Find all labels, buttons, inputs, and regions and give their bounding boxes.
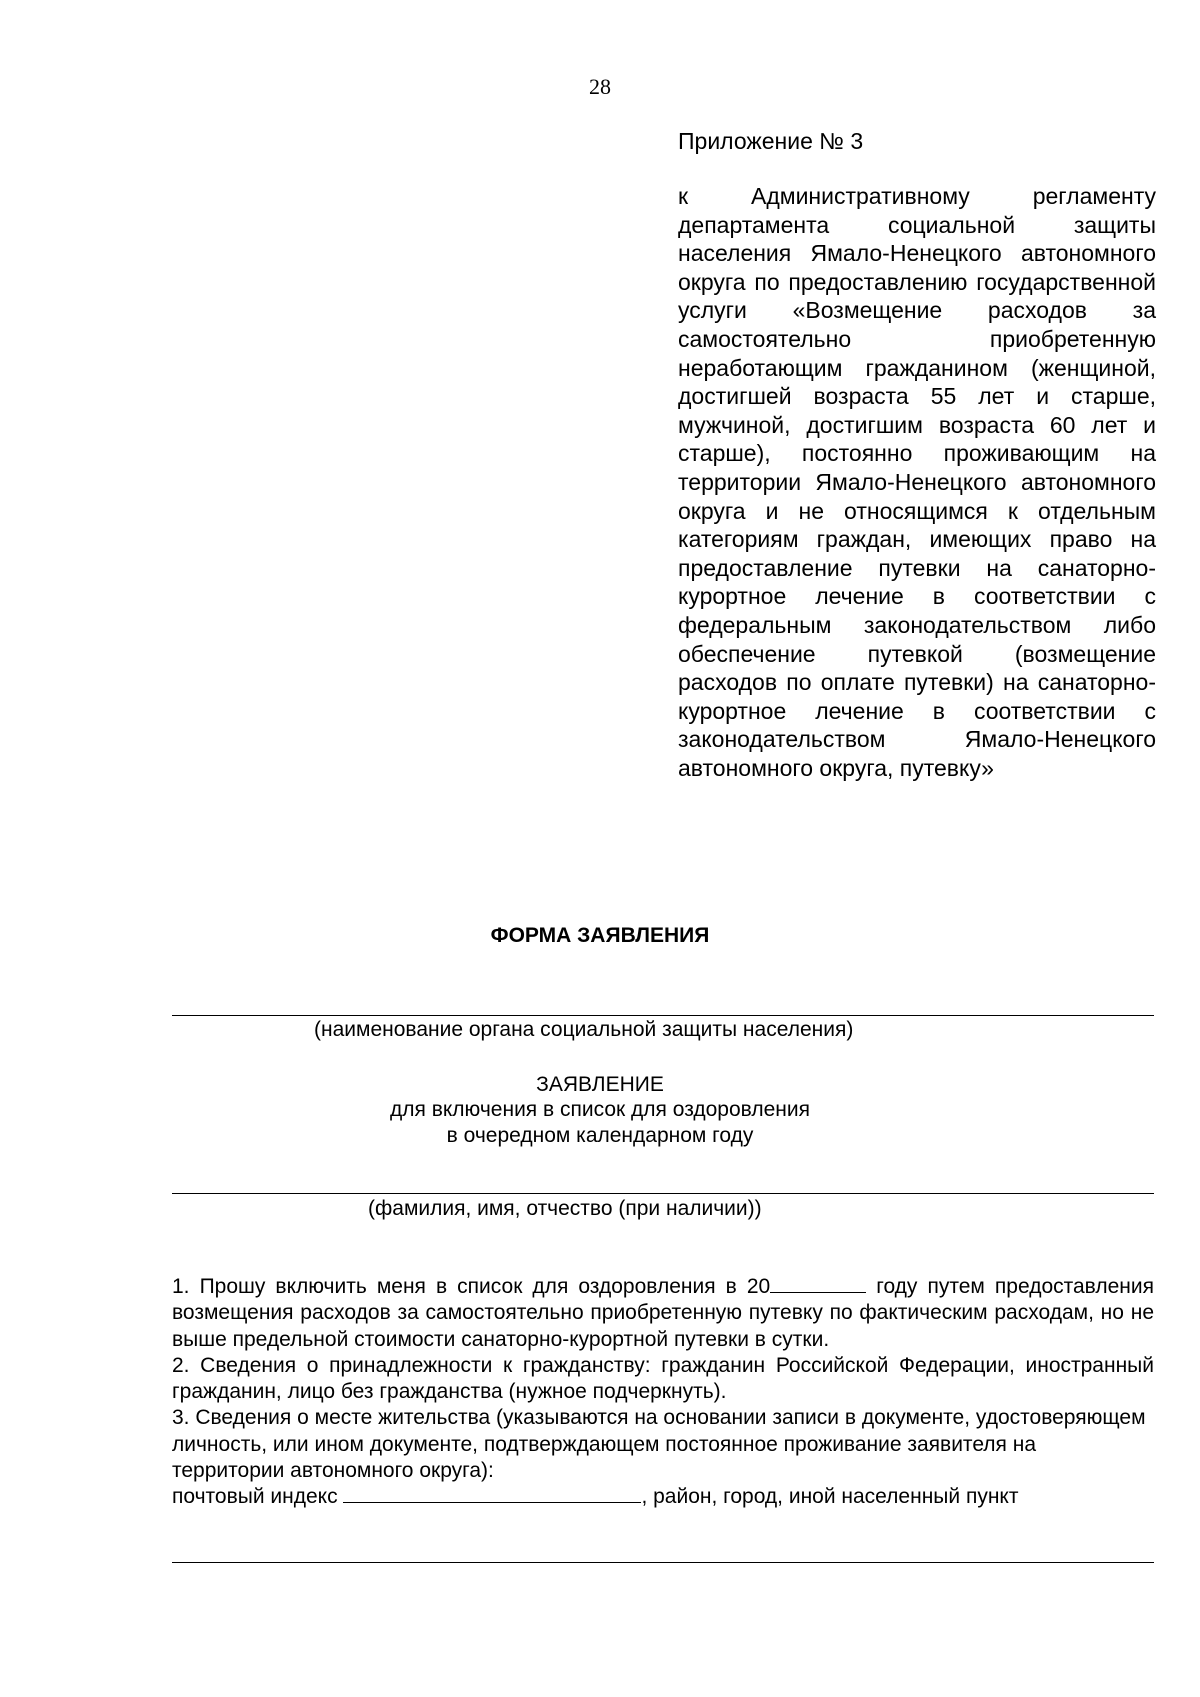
item-1 — [172, 1274, 1154, 1353]
postal-code-row — [172, 1484, 1154, 1510]
item-1-rest: предоставления возмещения расходов за самостоятельно приобретенную путевку по фактическим расходам, но не выше предельной стоимости санаторно-курортной путевки в сутки. — [172, 1275, 1154, 1351]
applicant-name-line — [172, 1193, 1154, 1194]
application-subtitle-line1: для включения в список для оздоровления — [390, 1098, 810, 1121]
annex-text: к Административному регламенту департамента социальной защиты населения Ямало-Ненецкого автономного округа по предоставлению государственной услуги «Возмещение расходов за самостоятельно приобретенную неработающим гражданином (женщиной, достигшей возраста 55 лет и старше, мужчиной, достигшим возраста 60 лет и старше), постоянно проживающим на территории Ямало-Ненецкого автономного округа и не относящимся к отдельным категориям граждан, имеющих право на предоставление путевки на санаторно-курортное лечение в соответствии с федеральным законодательством либо обеспечение путевкой (возмещение расходов по оплате путевки) на санаторно-курортное лечение в соответствии с законодательством Ямало-Ненецкого автономного округа, путевку» — [678, 183, 1156, 781]
item-1-start: 1. Прошу включить меня в список для оздоровления в 20 — [172, 1275, 771, 1298]
application-subtitle-line2: в очередном календарном году — [446, 1124, 754, 1147]
address-line — [172, 1562, 1154, 1563]
application-body — [172, 1274, 1154, 1511]
item-2: 2. Сведения о принадлежности к гражданству: гражданин Российской Федерации, иностранный гражданин, лицо без гражданства (нужное подчеркнуть). — [172, 1353, 1154, 1404]
postal-code-after: , район, город, иной населенный пункт — [641, 1485, 1019, 1509]
postal-code-label: почтовый индекс — [172, 1485, 338, 1509]
postal-code-blank — [343, 1484, 641, 1503]
page-number: 28 — [589, 74, 611, 99]
applicant-name-caption: (фамилия, имя, отчество (при наличии)) — [368, 1197, 762, 1220]
form-title: ФОРМА ЗАЯВЛЕНИЯ — [490, 924, 710, 947]
year-blank — [770, 1274, 866, 1293]
application-title: ЗАЯВЛЕНИЕ — [536, 1073, 664, 1096]
org-name-caption: (наименование органа социальной защиты населения) — [314, 1018, 854, 1041]
item-3: 3. Сведения о месте жительства (указываются на основании записи в документе, удостоверяющем личность, или ином документе, подтверждающем постоянное проживание заявителя на территории автономного округа): — [172, 1406, 1146, 1483]
item-1-year-suffix: году путем — [876, 1275, 985, 1298]
annex-title: Приложение № 3 — [678, 128, 864, 154]
org-name-line — [172, 1015, 1154, 1016]
